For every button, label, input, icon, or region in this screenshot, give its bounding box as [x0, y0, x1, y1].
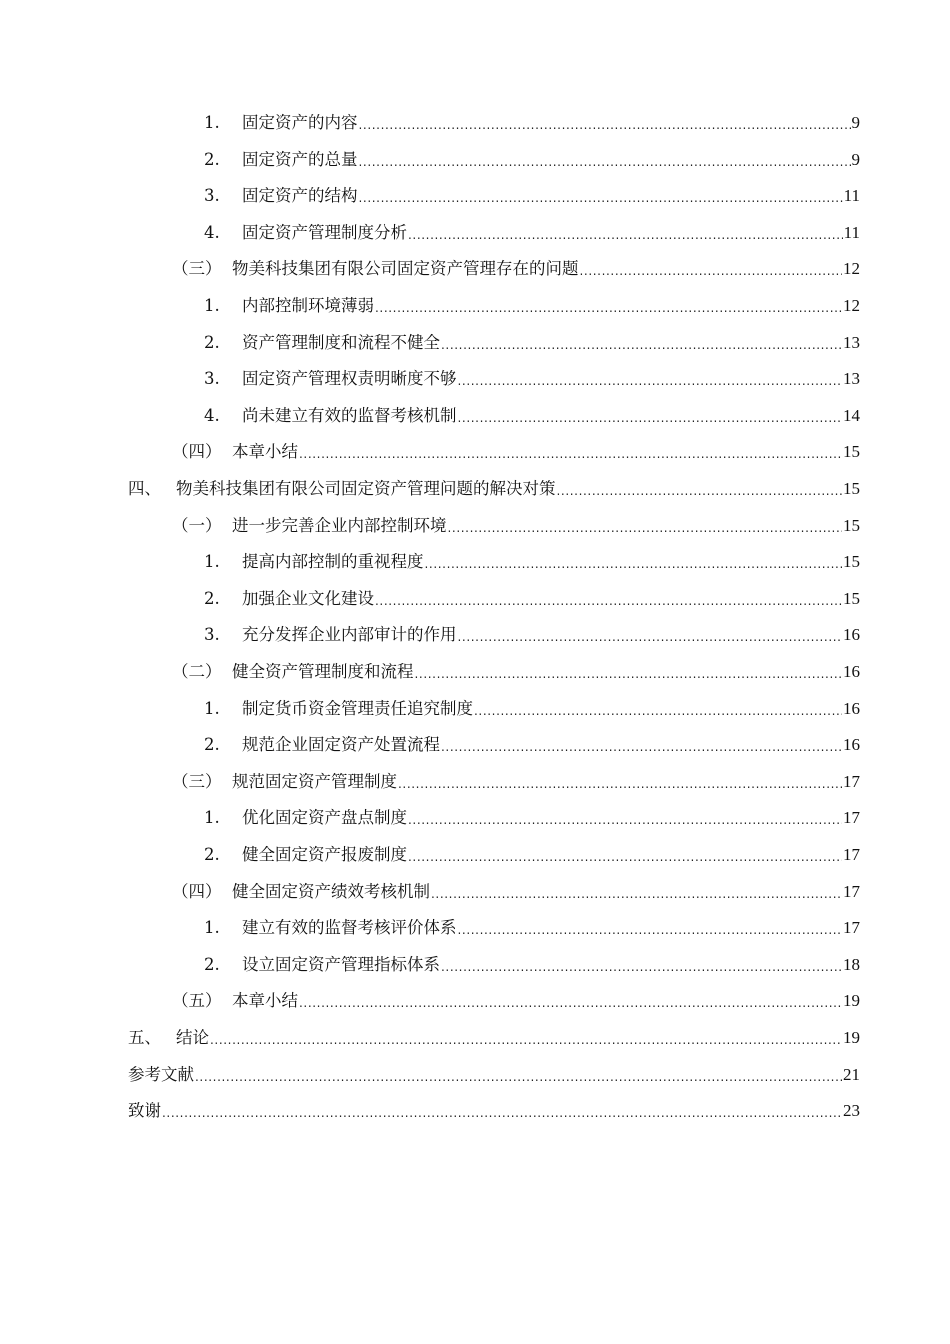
toc-dot-leader [299, 986, 842, 1016]
toc-entry-number: 3. [204, 369, 220, 389]
toc-entry-page: 16 [843, 735, 860, 755]
toc-dot-leader [458, 913, 843, 943]
toc-entry-number: 1. [204, 808, 220, 828]
toc-entry-page: 11 [843, 186, 860, 206]
toc-entry-number: （三） [172, 259, 222, 279]
toc-entry-title: 本章小结 [232, 442, 298, 462]
toc-entry-number: 2. [204, 845, 220, 864]
toc-entry[interactable] [204, 364, 860, 394]
toc-entry-number: 2. [204, 149, 220, 169]
toc-entry[interactable] [172, 986, 860, 1016]
toc-entry-number: 4. [204, 222, 220, 242]
toc-entry-title: 固定资产的总量 [242, 149, 358, 169]
toc-entry[interactable] [204, 620, 860, 650]
toc-entry-page: 13 [843, 332, 860, 352]
toc-entry-title: 固定资产管理制度分析 [242, 222, 407, 242]
toc-entry-title: 健全固定资产绩效考核机制 [232, 881, 430, 901]
toc-entry[interactable] [204, 950, 860, 980]
toc-entry[interactable] [204, 730, 860, 760]
toc-entry[interactable] [172, 657, 860, 687]
toc-entry-title: 固定资产管理权责明晰度不够 [242, 369, 457, 389]
toc-entry[interactable] [204, 547, 860, 577]
toc-entry-page: 19 [843, 1028, 860, 1047]
toc-entry-page: 17 [843, 881, 860, 901]
toc-entry-number: 3. [204, 625, 220, 645]
toc-entry-number: 四、 [128, 479, 161, 498]
toc-dot-leader [398, 767, 842, 797]
toc-dot-leader [408, 840, 842, 870]
toc-dot-leader [441, 950, 842, 980]
toc-entry[interactable] [128, 1060, 860, 1090]
toc-entry-page: 17 [843, 845, 860, 864]
toc-entry-number: 2. [204, 332, 220, 352]
toc-entry-title: 充分发挥企业内部审计的作用 [242, 625, 457, 645]
toc-entry-title: 参考文献 [128, 1064, 194, 1084]
toc-entry-page: 19 [843, 991, 860, 1011]
toc-entry-title: 规范企业固定资产处置流程 [242, 735, 440, 755]
toc-entry[interactable] [204, 913, 860, 943]
toc-dot-leader [359, 108, 851, 138]
toc-entry-title: 本章小结 [232, 991, 298, 1011]
toc-entry[interactable] [128, 1096, 860, 1126]
toc-entry[interactable] [204, 840, 860, 870]
toc-dot-leader [458, 364, 843, 394]
toc-dot-leader [195, 1060, 842, 1090]
toc-dot-leader [441, 730, 842, 760]
toc-entry-number: （二） [172, 662, 222, 681]
toc-dot-leader [408, 803, 842, 833]
toc-entry-number: （四） [172, 442, 222, 462]
toc-entry[interactable] [204, 181, 860, 211]
toc-entry-page: 17 [843, 808, 860, 828]
toc-entry-page: 11 [843, 222, 860, 242]
toc-entry-page: 15 [843, 515, 860, 535]
toc-dot-leader [448, 511, 843, 541]
toc-entry-page: 17 [843, 771, 860, 791]
toc-entry-title: 规范固定资产管理制度 [232, 771, 397, 791]
toc-entry-title: 物美科技集团有限公司固定资产管理问题的解决对策 [176, 479, 556, 498]
toc-entry-number: 4. [204, 405, 220, 425]
toc-entry[interactable] [204, 291, 860, 321]
toc-entry[interactable] [204, 145, 860, 175]
toc-entry-page: 15 [843, 552, 860, 572]
toc-entry-number: （五） [172, 991, 222, 1011]
toc-entry-title: 建立有效的监督考核评价体系 [242, 918, 457, 938]
toc-entry[interactable] [172, 511, 860, 541]
toc-entry-number: 1. [204, 698, 220, 718]
toc-entry[interactable] [204, 218, 860, 248]
toc-entry-number: 2. [204, 954, 220, 974]
toc-entry-number: 2. [204, 588, 220, 608]
toc-entry-page: 12 [843, 296, 860, 315]
toc-dot-leader [162, 1096, 842, 1126]
toc-entry-page: 21 [843, 1064, 860, 1084]
toc-entry[interactable] [204, 803, 860, 833]
toc-entry[interactable] [172, 254, 860, 284]
toc-entry-number: 2. [204, 735, 220, 755]
toc-dot-leader [441, 328, 842, 358]
toc-entry-page: 9 [851, 113, 860, 132]
toc-dot-leader [415, 657, 843, 687]
toc-entry-title: 物美科技集团有限公司固定资产管理存在的问题 [232, 259, 579, 279]
toc-entry[interactable] [128, 1023, 860, 1053]
toc-entry-page: 17 [843, 918, 860, 938]
toc-entry-title: 固定资产的内容 [242, 113, 358, 132]
toc-entry-title: 尚未建立有效的监督考核机制 [242, 405, 457, 425]
toc-entry-number: 1. [204, 113, 220, 132]
toc-dot-leader [431, 877, 842, 907]
toc-entry-page: 13 [843, 369, 860, 389]
toc-entry[interactable] [204, 401, 860, 431]
toc-dot-leader [299, 437, 842, 467]
toc-dot-leader [458, 401, 843, 431]
toc-entry-title: 设立固定资产管理指标体系 [242, 954, 440, 974]
toc-entry-title: 致谢 [128, 1101, 161, 1121]
toc-entry[interactable] [172, 877, 860, 907]
toc-entry-number: 1. [204, 552, 220, 572]
toc-entry-title: 资产管理制度和流程不健全 [242, 332, 440, 352]
toc-entry[interactable] [172, 437, 860, 467]
toc-entry-number: （四） [172, 881, 222, 901]
toc-entry-title: 结论 [176, 1028, 209, 1047]
toc-entry-page: 15 [843, 442, 860, 462]
toc-entry-title: 内部控制环境薄弱 [242, 296, 374, 315]
toc-dot-leader [557, 474, 843, 504]
toc-dot-leader [375, 291, 842, 321]
toc-entry-page: 16 [843, 625, 860, 645]
toc-entry-title: 进一步完善企业内部控制环境 [232, 515, 447, 535]
toc-entry-page: 18 [843, 954, 860, 974]
toc-entry-page: 23 [843, 1101, 860, 1121]
toc-entry-page: 14 [843, 405, 860, 425]
toc-entry[interactable] [204, 108, 860, 138]
toc-entry[interactable] [128, 474, 860, 504]
toc-entry-number: 3. [204, 186, 220, 206]
toc-entry-number: （三） [172, 771, 222, 791]
toc-entry-page: 16 [843, 698, 860, 718]
toc-entry[interactable] [204, 694, 860, 724]
toc-entry-page: 12 [843, 259, 860, 279]
toc-dot-leader [359, 181, 843, 211]
toc-entry[interactable] [172, 767, 860, 797]
toc-entry[interactable] [204, 328, 860, 358]
toc-dot-leader [359, 145, 851, 175]
toc-dot-leader [458, 620, 843, 650]
toc-entry-page: 15 [843, 588, 860, 608]
toc-entry-number: 五、 [128, 1028, 161, 1047]
toc-dot-leader [474, 694, 842, 724]
toc-dot-leader [375, 584, 842, 614]
toc-entry-title: 提高内部控制的重视程度 [242, 552, 424, 572]
toc-entry-number: 1. [204, 918, 220, 938]
toc-entry-title: 加强企业文化建设 [242, 588, 374, 608]
toc-entry-page: 9 [851, 149, 860, 169]
toc-entry-title: 固定资产的结构 [242, 186, 358, 206]
toc-dot-leader [580, 254, 843, 284]
toc-dot-leader [425, 547, 843, 577]
toc-entry-title: 健全资产管理制度和流程 [232, 662, 414, 681]
toc-entry-title: 制定货币资金管理责任追究制度 [242, 698, 473, 718]
toc-entry-page: 15 [843, 479, 860, 498]
toc-dot-leader [408, 218, 843, 248]
toc-entry[interactable] [204, 584, 860, 614]
toc-entry-title: 优化固定资产盘点制度 [242, 808, 407, 828]
toc-dot-leader [210, 1023, 842, 1053]
toc-entry-page: 16 [843, 662, 860, 681]
toc-entry-number: 1. [204, 296, 220, 315]
toc-entry-number: （一） [172, 515, 222, 535]
toc-entry-title: 健全固定资产报废制度 [242, 845, 407, 864]
